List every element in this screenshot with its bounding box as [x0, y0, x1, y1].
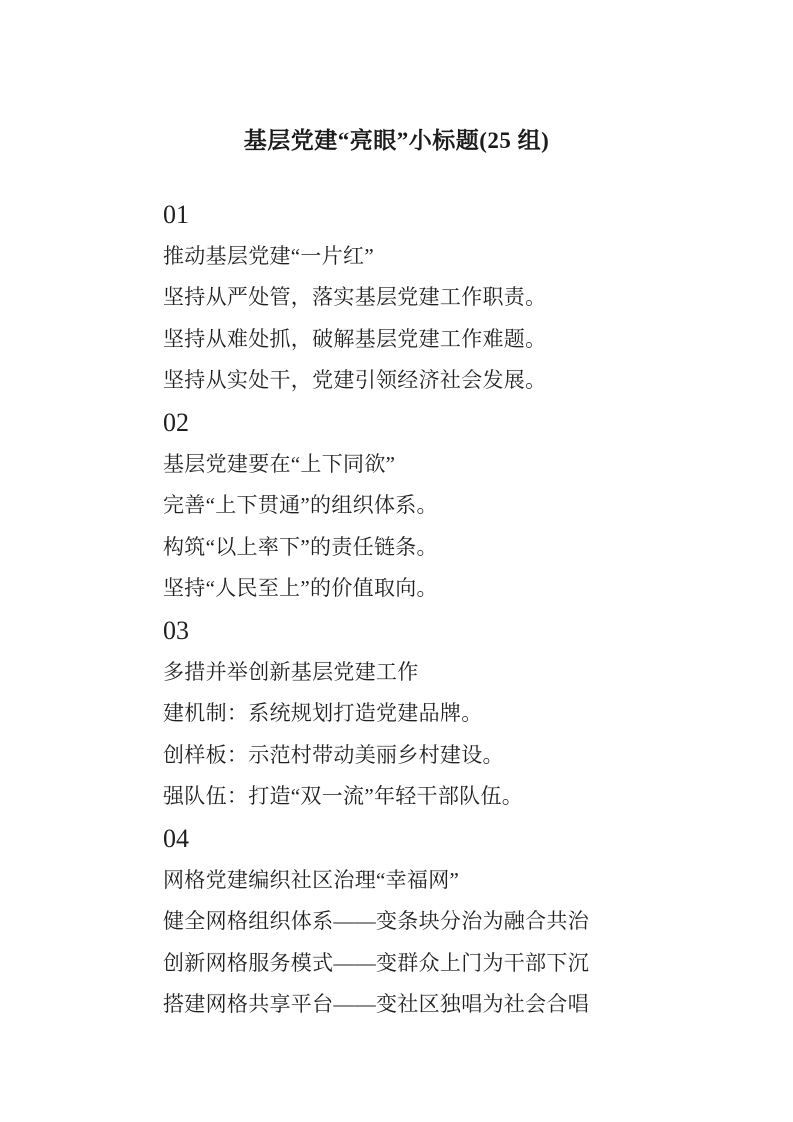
paragraph-line: 创样板：示范村带动美丽乡村建设。 [163, 742, 504, 767]
paragraph-line: 创新网格服务模式——变群众上门为干部下沉 [163, 950, 589, 975]
paragraph-line: 坚持“人民至上”的价值取向。 [163, 576, 438, 601]
paragraph-line: 完善“上下贯通”的组织体系。 [163, 493, 438, 518]
section-03 [163, 610, 733, 818]
paragraph-line: 强队伍：打造“双一流”年轻干部队伍。 [163, 784, 524, 809]
paragraph-line: 坚持从严处管，落实基层党建工作职责。 [163, 285, 547, 310]
paragraph-line: 建机制：系统规划打造党建品牌。 [163, 701, 483, 726]
section-heading: 基层党建要在“上下同欲” [163, 451, 396, 476]
section-number: 04 [163, 823, 189, 853]
paragraph-line: 构筑“以上率下”的责任链条。 [163, 534, 438, 559]
section-number: 01 [163, 200, 189, 229]
section-heading: 推动基层党建“一片红” [163, 243, 374, 268]
section-heading: 多措并举创新基层党建工作 [163, 659, 419, 684]
section-02 [163, 402, 733, 610]
section-heading: 网格党建编织社区治理“幸福网” [163, 867, 460, 892]
section-01 [163, 194, 733, 402]
paragraph-line: 搭建网格共享平台——变社区独唱为社会合唱 [163, 992, 589, 1017]
section-04 [163, 818, 733, 1026]
section-number: 03 [163, 615, 189, 645]
paragraph-line: 健全网格组织体系——变条块分治为融合共治 [163, 909, 589, 934]
paragraph-line: 坚持从实处干，党建引领经济社会发展。 [163, 368, 547, 393]
document-title: 基层党建“亮眼”小标题(25 组) [243, 128, 550, 153]
document-body [163, 194, 733, 1026]
paragraph-line: 坚持从难处抓，破解基层党建工作难题。 [163, 326, 547, 351]
section-number: 02 [163, 407, 189, 437]
